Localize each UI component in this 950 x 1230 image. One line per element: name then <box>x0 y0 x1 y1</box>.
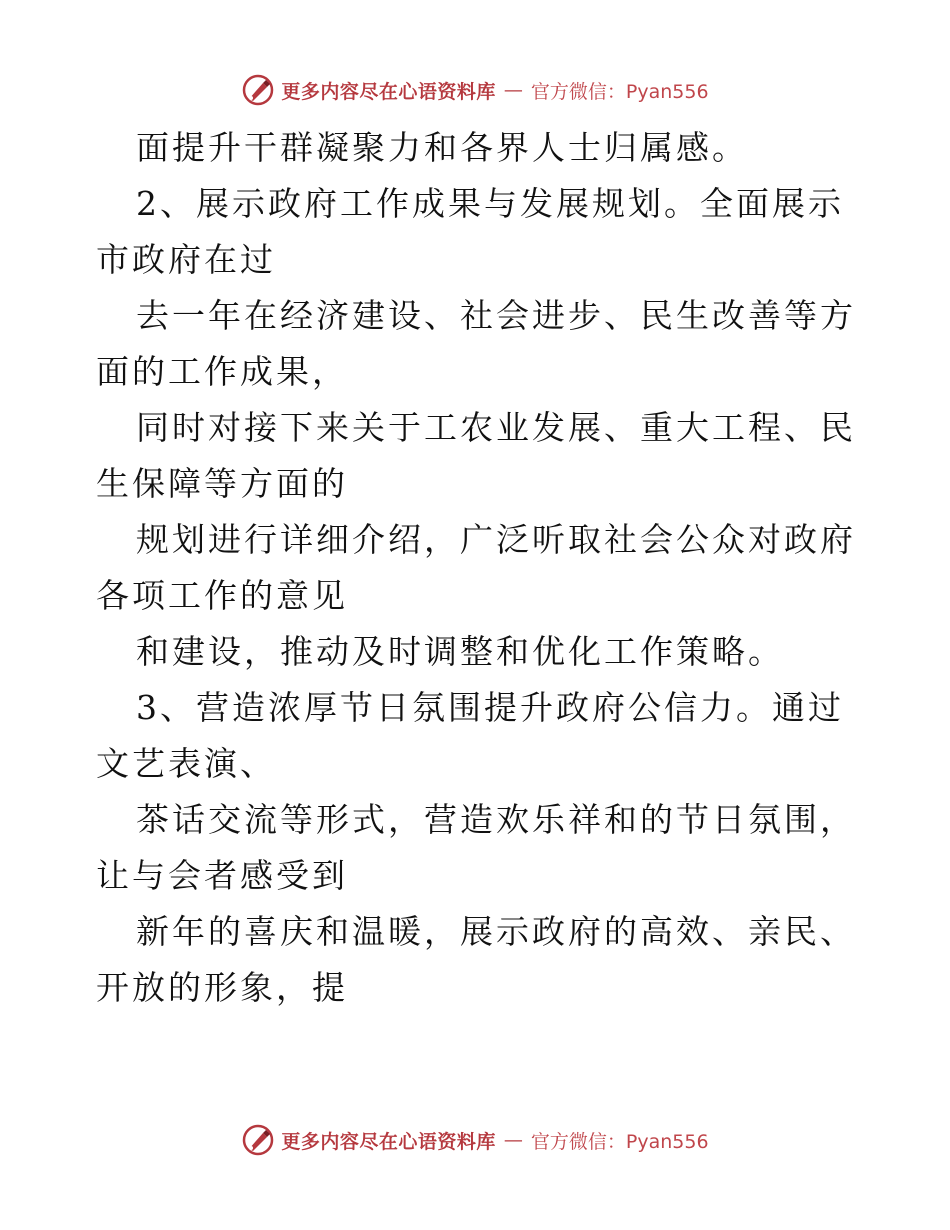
header-brand <box>241 73 708 107</box>
page-header-watermark <box>0 70 950 110</box>
paragraph: 规划进行详细介绍，广泛听取社会公众对政府各项工作的意见 <box>96 520 856 615</box>
paragraph: 面提升干群凝聚力和各界人士归属感。 <box>136 128 748 167</box>
paragraph: 和建设，推动及时调整和优化工作策略。 <box>136 632 784 671</box>
paragraph: 同时对接下来关于工农业发展、重大工程、民生保障等方面的 <box>96 408 856 503</box>
header-dash: — <box>503 79 523 101</box>
footer-dash: — <box>503 1129 523 1151</box>
paragraph: 3、营造浓厚节日氛围提升政府公信力。通过文艺表演、 <box>96 688 844 783</box>
footer-brand <box>241 1123 708 1157</box>
paragraph: 去一年在经济建设、社会进步、民生改善等方面的工作成果， <box>96 296 856 391</box>
footer-site-text: 更多内容尽在心语资料库 <box>281 1130 496 1153</box>
paragraph: 2、展示政府工作成果与发展规划。全面展示市政府在过 <box>96 184 844 279</box>
paragraph: 新年的喜庆和温暖，展示政府的高效、亲民、开放的形象，提 <box>96 912 856 1007</box>
paragraph: 茶话交流等形式，营造欢乐祥和的节日氛围，让与会者感受到 <box>96 800 856 895</box>
pen-logo-icon <box>241 1123 275 1157</box>
header-wechat-text: 官方微信：Pyan556 <box>530 80 709 103</box>
footer-wechat-text: 官方微信：Pyan556 <box>530 1130 709 1153</box>
header-site-text: 更多内容尽在心语资料库 <box>281 80 496 103</box>
pen-logo-icon <box>241 73 275 107</box>
document-body <box>96 120 856 1016</box>
page-footer-watermark <box>0 1120 950 1160</box>
